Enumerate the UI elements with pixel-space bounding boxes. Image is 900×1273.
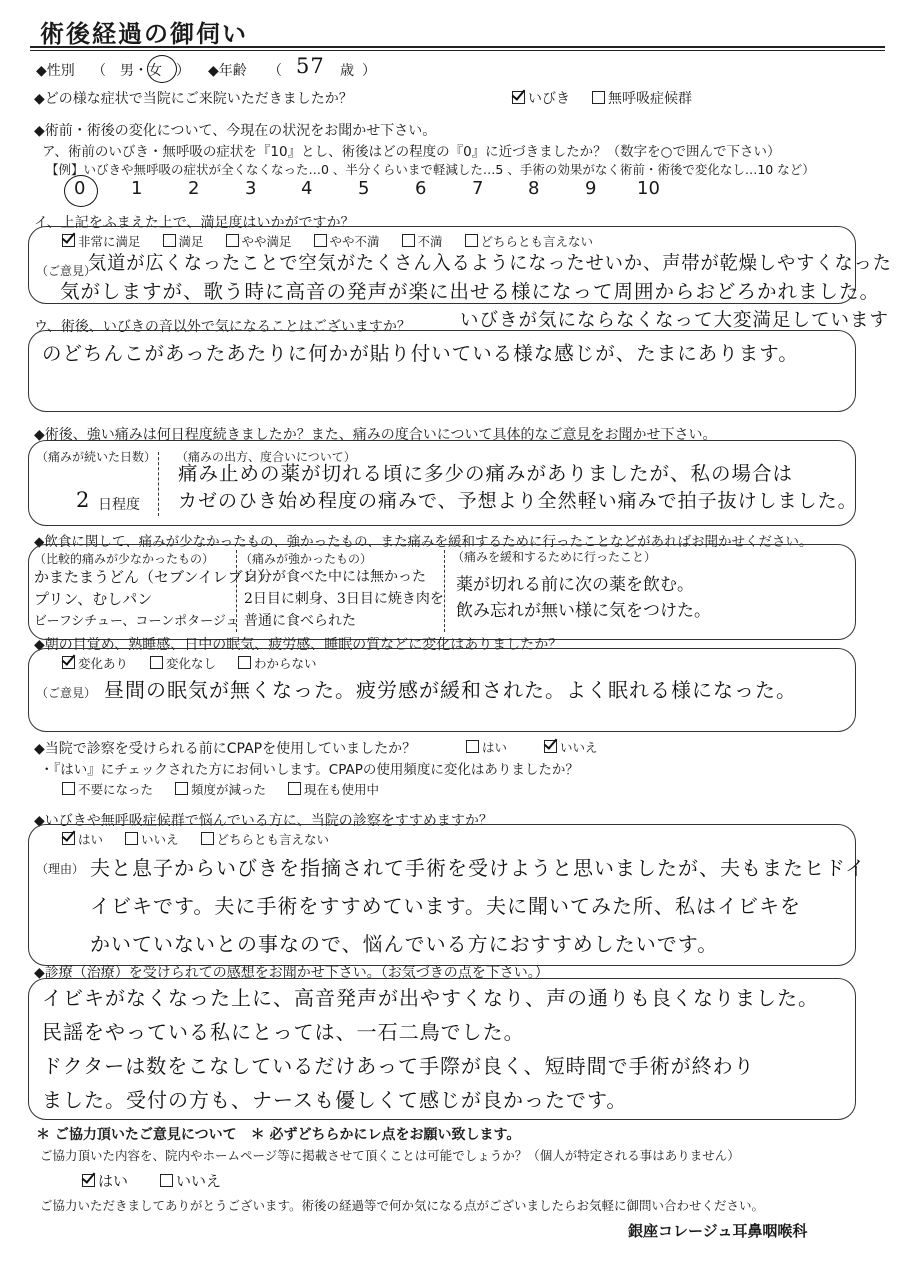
q5-col1-item2: プリン、むしパン (34, 590, 153, 608)
q5-col1-label: （比較的痛みが少なかったもの） (34, 552, 215, 566)
q5-col3-label: （痛みを緩和するために行ったこと） (452, 550, 657, 564)
q8-label: どちらとも言えない (216, 832, 330, 847)
q2-question: ◆術前・術後の変化について、今現在の状況をお聞かせ下さい。 (34, 123, 437, 139)
q8-option-yes[interactable] (62, 830, 103, 848)
q7-sub-option-unneeded[interactable] (62, 780, 153, 798)
q7-sub-option-reduced[interactable] (175, 780, 266, 798)
q8-option-neutral[interactable] (201, 830, 330, 848)
scale-9[interactable]: 9 (585, 178, 597, 199)
footer-no-label: いいえ (176, 1172, 222, 1190)
checkbox-icon[interactable] (512, 91, 525, 104)
sat-label: やや満足 (241, 234, 292, 249)
q5-col2-item1: 自分が食べた中には無かった (244, 569, 426, 585)
scale-0[interactable]: 0 (74, 178, 86, 199)
female-circle-mark (147, 55, 177, 83)
q1-option-snoring[interactable] (512, 88, 570, 108)
sat-label: やや不満 (329, 234, 380, 249)
checkbox-icon[interactable] (163, 234, 176, 247)
scale-3[interactable]: 3 (245, 178, 257, 199)
q8-label: いいえ (141, 832, 179, 847)
q5-col2-label: （痛みが強かったもの） (240, 552, 373, 566)
sat-label: 満足 (178, 234, 204, 249)
q9-line3: ドクターは数をこなしているだけあって手際が良く、短時間で手術が終わり (42, 1054, 755, 1078)
q4-days-value: 2 (76, 488, 91, 512)
q7-yes-label: はい (482, 740, 508, 755)
checkbox-icon[interactable] (62, 782, 75, 795)
q8-options (62, 830, 347, 848)
scale-4[interactable]: 4 (301, 178, 313, 199)
q3-answer-top: いびきが気にならなくなって大変満足しています (460, 310, 890, 331)
q7-option-yes[interactable] (466, 738, 507, 756)
q2-opinion-line2: 気がしますが、歌う時に高音の発声が楽に出せる様になって周囲からおどろかれました。 (60, 280, 881, 303)
footer-note1: ＊ ご協力頂いたご意見について ＊ 必ずどちらかにレ点をお願い致します。 (36, 1127, 521, 1143)
sex-options: （ 男・女 ） (92, 63, 190, 79)
q1-option-apnea[interactable] (592, 88, 692, 108)
q8-line1: 夫と息子からいびきを指摘されて手術を受けようと思いましたが、夫もまたヒドイ (90, 856, 866, 880)
checkbox-icon[interactable] (201, 832, 214, 845)
scale-5[interactable]: 5 (358, 178, 370, 199)
q4-degree-label: （痛みの出方、度合いについて） (176, 450, 356, 464)
q6-option-unchanged[interactable] (150, 654, 216, 672)
q4-days-label: （痛みが続いた日数） (36, 450, 157, 464)
sat-label: 不満 (417, 234, 443, 249)
q5-col3-item2: 飲み忘れが無い様に気をつけた。 (456, 601, 711, 621)
age-value: 57 (296, 54, 325, 78)
page-title: 術後経過の御伺い (40, 20, 248, 48)
q7-option-no[interactable] (544, 738, 598, 756)
q7-no-label: いいえ (560, 740, 598, 755)
q6-label: わからない (254, 656, 317, 671)
q4-line1: 痛み止めの薬が切れる頃に多少の痛みがありましたが、私の場合は (178, 462, 794, 485)
checkbox-icon[interactable] (544, 740, 557, 753)
q7-sub-option-in-use[interactable] (288, 780, 379, 798)
q8-question: ◆いびきや無呼吸症候群で悩んでいる方に、当院の診察をすすめますか？ (34, 813, 493, 829)
q7-sub: ・『はい』にチェックされた方にお伺いします。CPAPの使用頻度に変化はありましたか？ (40, 762, 579, 778)
q6-question: ◆朝の目覚め、熟睡感、日中の眠気、疲労感、睡眠の質などに変化はありましたか？ (34, 637, 563, 653)
q2-opinion-line1: 気道が広くなったことで空気がたくさん入るようになったせいか、声帯が乾燥しやすくなった (88, 252, 892, 274)
q5-col1-item3: ビーフシチュー、コーンポタージュ (34, 614, 239, 629)
footer-thanks: ご協力いただきましてありがとうございます。術後の経過等で何か気になる点がございましたらお気軽に御問い合わせください。 (40, 1198, 765, 1213)
sat-label: 非常に満足 (78, 234, 141, 249)
scale-8[interactable]: 8 (528, 178, 540, 199)
title-underline-thin (30, 50, 885, 51)
q8-option-no[interactable] (125, 830, 179, 848)
q5-col1-item1: かまたまうどん（セブンイレブン） (34, 568, 273, 586)
checkbox-icon[interactable] (238, 656, 251, 669)
q5-question: ◆飲食に関して、痛みが少なかったもの、強かったもの、また痛みを緩和するために行ったことなどがあればお聞かせください。 (34, 534, 813, 550)
q8-line2: イビキです。夫に手術をすすめています。夫に聞いてみた所、私はイビキを (90, 894, 801, 918)
q9-line2: 民謡をやっている私にとっては、一石二鳥でした。 (42, 1020, 525, 1044)
q9-line1: イビキがなくなった上に、高音発声が出やすくなり、声の通りも良くなりました。 (42, 986, 819, 1010)
q6-label: 変化あり (78, 656, 129, 671)
checkbox-icon[interactable] (62, 656, 75, 669)
q5-col2-item2: 2日目に刺身、3日目に焼き肉を (244, 591, 444, 607)
q7-sub-label: 不要になった (78, 782, 154, 797)
footer-option-no[interactable] (160, 1170, 221, 1191)
q9-line4: ました。受付の方も、ナースも優しくて感じが良かったです。 (42, 1088, 628, 1112)
q7-question: ◆当院で診察を受けられる前にCPAPを使用していましたか？ (34, 741, 417, 757)
q2-sub-i: イ、上記をふまえた上で、満足度はいかがですか？ (34, 215, 355, 231)
sex-label: ◆性別 (36, 63, 75, 79)
q1-question: ◆どの様な症状で当院にご来院いただきましたか？ (34, 91, 353, 107)
q6-options (62, 654, 335, 672)
footer-note2: ご協力頂いた内容を、院内やホームページ等に掲載させて頂くことは可能でしょうか？（個人が特定される事はありません） (40, 1148, 740, 1163)
q1-option-snoring-label: いびき (528, 91, 570, 107)
scale-6[interactable]: 6 (415, 178, 427, 199)
clinic-name: 銀座コレージュ耳鼻咽喉科 (628, 1222, 808, 1240)
q6-label: 変化なし (166, 656, 217, 671)
checkbox-icon[interactable] (125, 832, 138, 845)
q3-question: ウ、術後、いびきの音以外で気になることはございますか？ (34, 319, 411, 335)
age-unit: 歳 (340, 63, 354, 79)
checkbox-icon[interactable] (592, 91, 605, 104)
q6-option-changed[interactable] (62, 654, 128, 672)
scale-10[interactable]: 10 (637, 178, 660, 199)
q8-line3: かいていないとの事なので、悩んでいる方におすすめしたいです。 (90, 932, 719, 956)
footer-option-yes[interactable] (82, 1170, 128, 1191)
q8-label: はい (78, 832, 104, 847)
q2-opinion-label: （ご意見） (36, 264, 97, 278)
checkbox-icon[interactable] (465, 234, 478, 247)
sat-label: どちらとも言えない (480, 234, 594, 249)
q6-answer: 昼間の眠気が無くなった。疲労感が緩和された。よく眠れる様になった。 (104, 678, 797, 702)
checkbox-icon[interactable] (160, 1174, 173, 1187)
q5-col2-item3: 普通に食べられた (244, 613, 356, 629)
q7-sub-label: 現在も使用中 (304, 782, 380, 797)
q7-sub-options (62, 780, 397, 798)
q9-question: ◆診療（治療）を受けられての感想をお聞かせ下さい。（お気づきの点を下さい。） (34, 965, 549, 981)
checkbox-icon[interactable] (150, 656, 163, 669)
checkbox-icon[interactable] (402, 234, 415, 247)
checkbox-icon[interactable] (62, 234, 75, 247)
checkbox-icon[interactable] (175, 782, 188, 795)
checkbox-icon[interactable] (82, 1174, 95, 1187)
q7-sub-label: 頻度が減った (191, 782, 267, 797)
checkbox-icon[interactable] (226, 234, 239, 247)
scale-2[interactable]: 2 (188, 178, 200, 199)
title-underline (30, 46, 885, 48)
scale-7[interactable]: 7 (472, 178, 484, 199)
q5-col3-item1: 薬が切れる前に次の薬を飲む。 (456, 575, 694, 595)
q6-opinion-label: （ご意見） (36, 686, 97, 700)
age-close-paren: ） (362, 63, 376, 79)
q8-reason-label: （理由） (36, 862, 85, 876)
scale-1[interactable]: 1 (131, 178, 143, 199)
age-label: ◆年齢 (208, 63, 247, 79)
scale-0-circle-mark (64, 175, 98, 207)
checkbox-icon[interactable] (466, 740, 479, 753)
q4-divider (158, 452, 159, 516)
q2-sub-a: ア、術前のいびき・無呼吸の症状を『10』とし、術後はどの程度の『0』に近づきましたか？（数字を○で囲んで下さい） (42, 144, 781, 160)
q4-days-unit: 日程度 (98, 497, 140, 513)
q6-option-unknown[interactable] (238, 654, 317, 672)
q5-divider-2 (444, 550, 445, 632)
q3-answer: のどちんこがあったあたりに何かが貼り付いている様な感じが、たまにあります。 (42, 342, 799, 365)
q4-question: ◆術後、強い痛みは何日程度続きましたか？また、痛みの度合いについて具体的なご意見をお聞かせ下さい。 (34, 427, 717, 443)
checkbox-icon[interactable] (62, 832, 75, 845)
q1-option-apnea-label: 無呼吸症候群 (608, 91, 692, 107)
footer-yes-label: はい (98, 1172, 129, 1190)
q2-example: 【例】いびきや無呼吸の症状が全くなくなった…0 、半分くらいまで軽減した…5 、手術の効果がなく術前・術後で変化なし…10 など） (46, 162, 815, 177)
q4-line2: カゼのひき始め程度の痛みで、予想より全然軽い痛みで拍子抜けしました。 (178, 490, 858, 512)
age-open-paren: （ (268, 63, 282, 79)
checkbox-icon[interactable] (314, 234, 327, 247)
checkbox-icon[interactable] (288, 782, 301, 795)
